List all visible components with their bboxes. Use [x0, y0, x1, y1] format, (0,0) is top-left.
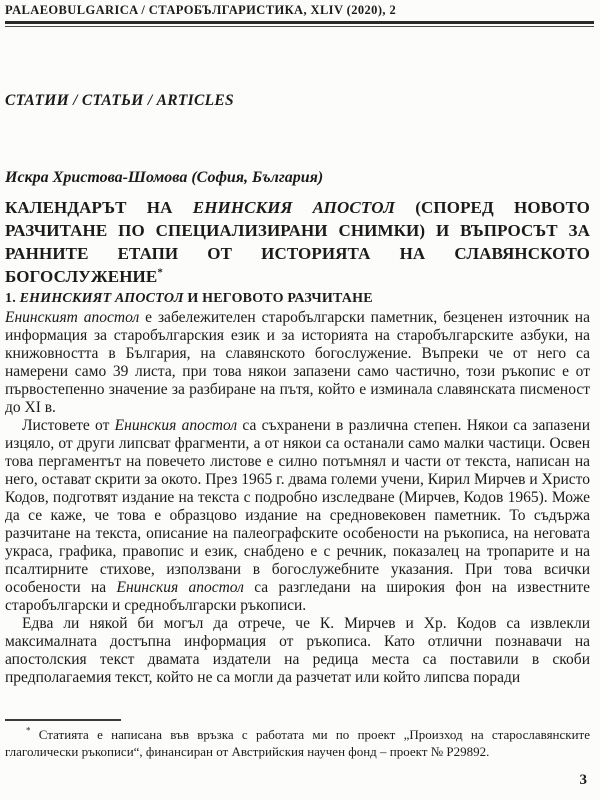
paragraph [5, 309, 590, 417]
paragraph-italic-text: Енинския апостол [114, 417, 238, 434]
title-text-2: (СПОРЕД НОВОТО РАЗЧИТАНЕ ПО СПЕЦИАЛИЗИРАНИ СНИМКИ) И ВЪПРОСЪТ ЗА РАННИТЕ ЕТАПИ ОТ ИСТОРИЯТА НА СЛАВЯНСКОТО БОГОСЛУЖЕНИЕ [5, 198, 590, 286]
heading-text: И НЕГОВОТО РАЗЧИТАНЕ [183, 291, 373, 306]
footnote-separator-rule [5, 719, 121, 721]
heading-number: 1. [5, 291, 20, 306]
paragraph [5, 615, 590, 687]
author-line: Искра Христова-Шомова (София, България) [5, 169, 324, 186]
running-head [5, 3, 594, 27]
paragraph [5, 417, 590, 615]
page-number: 3 [579, 772, 587, 788]
paragraph-text: е забележителен старобългарски паметник, безценен източник на информация за старобългарския език и за историята на старобългарските азбуки, на книжовността в България, на славянското богослужение. Въпреки че от него са намерени само 39 листа, при това някои запазени само частично, този ръкопис е от първостепенно значение за разбиране на пътя, който е изминала славянската писменост до XI в. [5, 309, 590, 416]
article-body [5, 309, 590, 687]
paragraph-italic-text: Енинския апостол [116, 579, 244, 596]
running-head-text: PALAEOBULGARICA / СТАРОБЪЛГАРИСТИКА, XLIV (2020), 2 [5, 3, 397, 17]
section-heading [5, 290, 590, 307]
paragraph-text: Едва ли някой би могъл да отрече, че К. Мирчев и Хр. Кодов са извлекли максималната достъпна информация от ръкописа. Като отлични познавачи на апостолския текст двамата издатели на редица места са поставили в скоби предполагаемия текст, който не са могли да разчетат или който липсва поради [5, 615, 590, 686]
footnote-text [5, 727, 590, 760]
footnote-body: Статията е написана във връзка с работата ми по проект „Произход на старославянските глаголически ръкописи“, финансиран от Австрийския научен фонд – проект № P29892. [5, 727, 590, 759]
title-footnote-marker: * [157, 266, 163, 279]
article-title [5, 196, 590, 288]
paragraph-text: са разгледани на широкия фон на известните старобългарски и среднобългарски ръкописи. [5, 579, 590, 614]
title-italic-text: ЕНИНСКИЯ АПОСТОЛ [192, 198, 396, 217]
footnote-marker: * [26, 725, 31, 736]
paragraph-italic-text: Енинският апостол [5, 309, 140, 326]
title-text-1: КАЛЕНДАРЪТ НА [5, 198, 193, 217]
heading-italic-text: ЕНИНСКИЯТ АПОСТОЛ [19, 291, 184, 306]
header-rule-thin [5, 26, 594, 28]
footnote-area [5, 719, 590, 760]
paragraph-text: Листовете от [22, 417, 115, 434]
paragraph-text: са съхранени в различна степен. Някои са запазени изцяло, от други липсват фрагменти, а от някои са останали само малки частици. Освен това пергаментът на повечето листове е силно потъмнял и части от текста, написан на него, остават скрити за окото. През 1965 г. двама големи учени, Кирил Мирчев и Христо Кодов, подготвят издание на текста с подробно изследване (Мирчев, Кодов 1965). Може да се каже, че това е образцово издание на средновековен паметник. То съдържа разчитане на текста, описание на палеографските особености на ръкописа, на неговата украса, графика, правопис и език, снабдено е с речник, показалец на тропарите и на псалтирните стихове, използвани в богослужебните указания. При това всички особености на [5, 417, 590, 596]
header-rule-thick [5, 21, 594, 24]
section-label: СТАТИИ / СТАТЬИ / ARTICLES [5, 92, 234, 109]
